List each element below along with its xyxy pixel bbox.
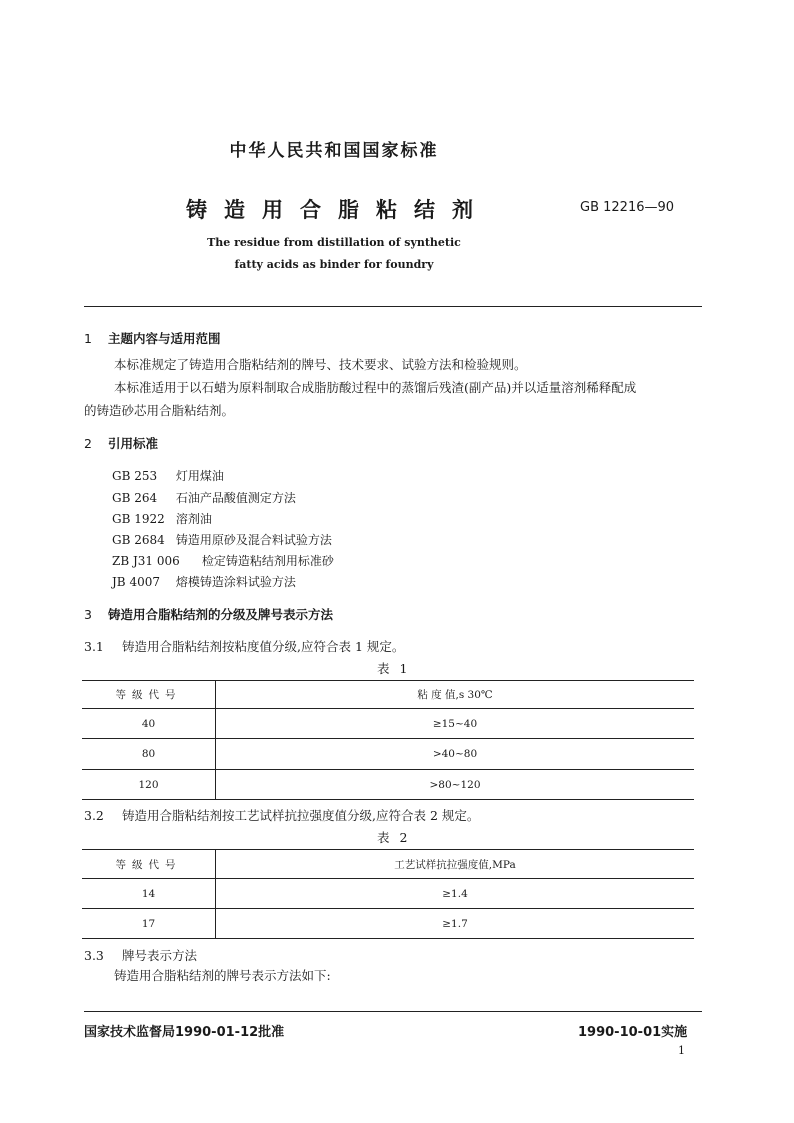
table-header-cell: 等级代号 bbox=[82, 681, 216, 709]
reference-item bbox=[112, 552, 334, 569]
section-1-paragraph-2-line-2: 的铸造砂芯用合脂粘结剂。 bbox=[84, 403, 235, 418]
section-1-paragraph-2-line-1: 本标准适用于以石蜡为原料制取合成脂肪酸过程中的蒸馏后残渣(副产品)并以适量溶剂稀释配成 bbox=[114, 380, 637, 395]
table-header-row bbox=[82, 681, 694, 709]
section-2-heading bbox=[84, 434, 158, 452]
table-cell: 40 bbox=[82, 709, 216, 739]
subsection-number: 3.2 bbox=[84, 808, 104, 823]
reference-code: GB 253 bbox=[112, 469, 158, 483]
subsection-text: 铸造用合脂粘结剂按工艺试样抗拉强度值分级,应符合表 2 规定。 bbox=[122, 808, 480, 823]
table-1 bbox=[82, 680, 694, 800]
table-cell: ≥1.7 bbox=[216, 909, 695, 939]
document-title: 铸造用合脂粘结剂 bbox=[186, 198, 490, 222]
reference-code: ZB J31 006 bbox=[112, 554, 180, 568]
approval-statement: 国家技术监督局1990-01-12批准 bbox=[84, 1025, 285, 1040]
table-2-caption: 表 2 bbox=[377, 830, 411, 845]
table-header-row bbox=[82, 850, 694, 879]
implementation-date: 1990-10-01实施 bbox=[578, 1025, 688, 1040]
reference-name: 溶剂油 bbox=[175, 512, 212, 526]
table-1-caption: 表 1 bbox=[377, 661, 411, 676]
english-title-line-2: fatty acids as binder for foundry bbox=[234, 258, 434, 271]
section-title: 引用标准 bbox=[108, 436, 159, 451]
subsection-3-2 bbox=[84, 806, 479, 824]
section-title: 铸造用合脂粘结剂的分级及牌号表示方法 bbox=[108, 607, 334, 622]
table-row bbox=[82, 739, 694, 770]
table-header-cell: 粘 度 值,s 30℃ bbox=[216, 681, 695, 709]
subsection-3-3-text: 铸造用合脂粘结剂的牌号表示方法如下: bbox=[114, 968, 331, 983]
table-row bbox=[82, 709, 694, 739]
subsection-text: 铸造用合脂粘结剂按粘度值分级,应符合表 1 规定。 bbox=[122, 639, 405, 654]
table-cell: 17 bbox=[82, 909, 216, 939]
reference-code: GB 264 bbox=[112, 491, 158, 505]
table-row bbox=[82, 879, 694, 909]
table-row bbox=[82, 770, 694, 800]
reference-name: 石油产品酸值测定方法 bbox=[175, 491, 296, 505]
section-number: 3 bbox=[84, 607, 92, 622]
table-cell: 80 bbox=[82, 739, 216, 770]
section-3-heading bbox=[84, 605, 333, 623]
page-number: 1 bbox=[678, 1044, 685, 1057]
reference-item bbox=[112, 467, 224, 484]
table-cell: ≥15~40 bbox=[216, 709, 695, 739]
reference-item bbox=[112, 510, 212, 527]
table-cell: >80~120 bbox=[216, 770, 695, 800]
table-cell: >40~80 bbox=[216, 739, 695, 770]
reference-code: JB 4007 bbox=[112, 575, 160, 589]
section-number: 1 bbox=[84, 331, 92, 346]
reference-name: 铸造用原砂及混合料试验方法 bbox=[175, 533, 332, 547]
subsection-number: 3.1 bbox=[84, 639, 104, 654]
standard-org-title: 中华人民共和国国家标准 bbox=[229, 141, 439, 161]
table-row bbox=[82, 909, 694, 939]
table-2 bbox=[82, 849, 694, 939]
subsection-3-1 bbox=[84, 637, 404, 655]
table-cell: 14 bbox=[82, 879, 216, 909]
table-header-cell: 工艺试样抗拉强度值,MPa bbox=[216, 850, 695, 879]
subsection-3-3 bbox=[84, 946, 197, 964]
english-title-line-1: The residue from distillation of synthetic bbox=[207, 236, 461, 249]
section-1-heading bbox=[84, 329, 221, 347]
table-cell: ≥1.4 bbox=[216, 879, 695, 909]
reference-name: 熔模铸造涂料试验方法 bbox=[175, 575, 296, 589]
reference-item bbox=[112, 573, 296, 590]
standard-code: GB 12216—90 bbox=[580, 200, 675, 215]
subsection-title: 牌号表示方法 bbox=[122, 948, 198, 963]
header-divider bbox=[84, 306, 702, 307]
reference-item bbox=[112, 489, 296, 506]
section-title: 主题内容与适用范围 bbox=[108, 331, 221, 346]
section-number: 2 bbox=[84, 436, 92, 451]
section-1-paragraph-1: 本标准规定了铸造用合脂粘结剂的牌号、技术要求、试验方法和检验规则。 bbox=[114, 357, 527, 372]
reference-name: 检定铸造粘结剂用标准砂 bbox=[201, 554, 334, 568]
reference-code: GB 2684 bbox=[112, 533, 165, 547]
reference-code: GB 1922 bbox=[112, 512, 165, 526]
footer-divider bbox=[84, 1011, 702, 1012]
reference-name: 灯用煤油 bbox=[175, 469, 224, 483]
table-header-cell: 等级代号 bbox=[82, 850, 216, 879]
reference-item bbox=[112, 531, 332, 548]
subsection-number: 3.3 bbox=[84, 948, 104, 963]
table-cell: 120 bbox=[82, 770, 216, 800]
